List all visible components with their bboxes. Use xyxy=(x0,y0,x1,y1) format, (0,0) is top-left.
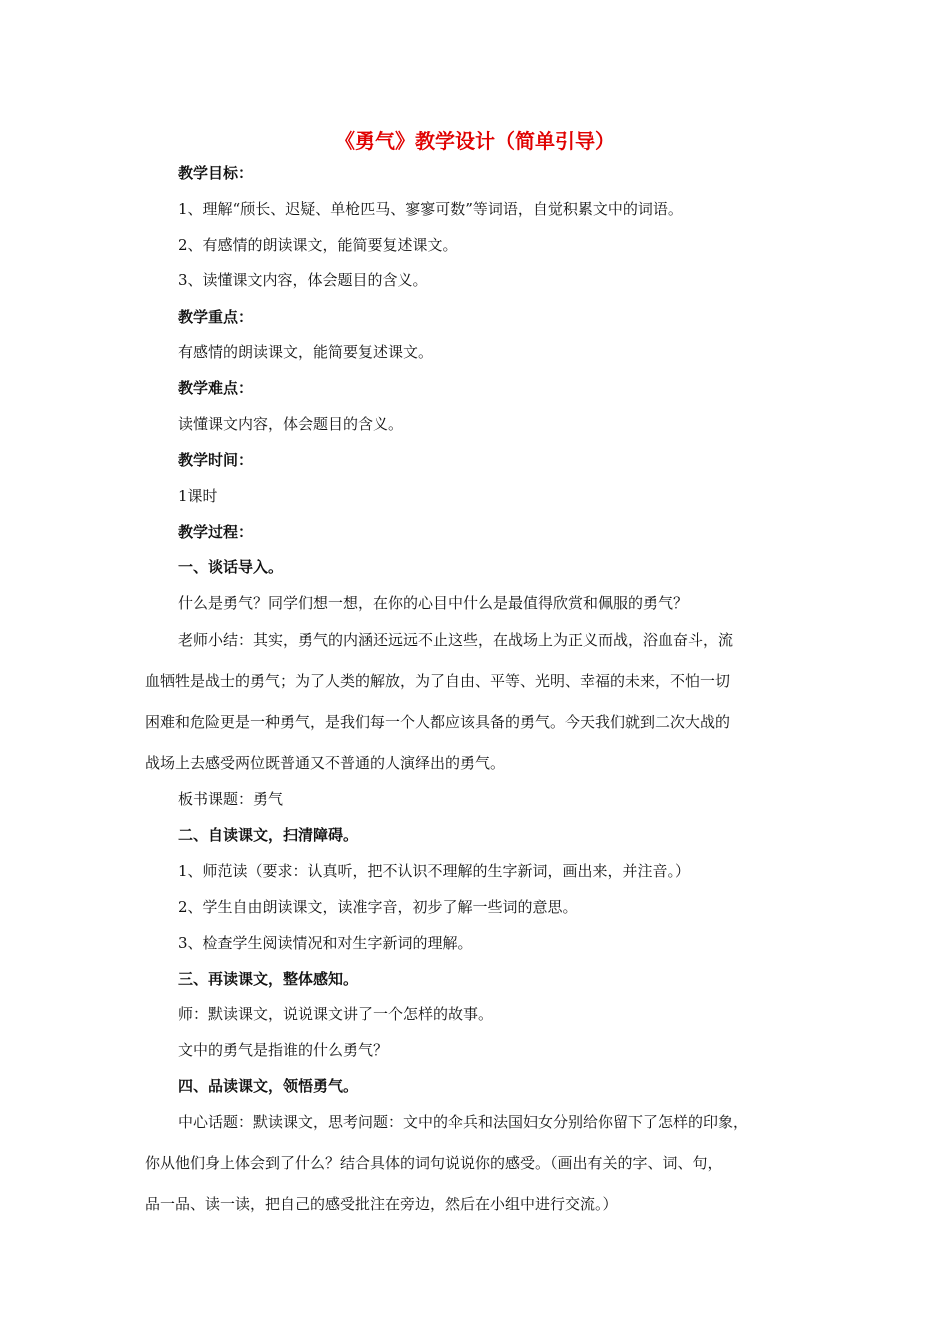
list-item: 1、师范读（要求：认真听，把不认识不理解的生字新词，画出来，并注音。） xyxy=(178,862,691,880)
section-heading: 一、谈话导入。 xyxy=(178,558,284,576)
paragraph-line: 老师小结：其实，勇气的内涵还远远不止这些，在战场上为正义而战，浴血奋斗，流 xyxy=(178,631,734,649)
section-heading: 三、再读课文，整体感知。 xyxy=(178,970,359,988)
objective-item: 2、有感情的朗读课文，能简要复述课文。 xyxy=(178,236,458,254)
paragraph-line: 什么是勇气？同学们想一想，在你的心目中什么是最值得欣赏和佩服的勇气？ xyxy=(178,594,689,612)
objective-item: 3、读懂课文内容，体会题目的含义。 xyxy=(178,271,428,289)
difficulty-text: 读懂课文内容，体会题目的含义。 xyxy=(178,415,404,433)
objectives-heading: 教学目标： xyxy=(178,164,254,182)
key-text: 有感情的朗读课文，能简要复述课文。 xyxy=(178,343,434,361)
paragraph-line: 困难和危险更是一种勇气，是我们每一个人都应该具备的勇气。今天我们就到二次大战的 xyxy=(145,713,731,731)
paragraph-line: 你从他们身上体会到了什么？结合具体的词句说说你的感受。（画出有关的字、词、句， xyxy=(145,1154,723,1172)
paragraph-line: 师：默读课文，说说课文讲了一个怎样的故事。 xyxy=(178,1005,494,1023)
difficulty-heading: 教学难点： xyxy=(178,379,254,397)
document-title: 《勇气》教学设计（简单引导） xyxy=(335,129,615,153)
paragraph-line: 品一品、读一读，把自己的感受批注在旁边，然后在小组中进行交流。） xyxy=(145,1195,618,1213)
process-heading: 教学过程： xyxy=(178,523,254,541)
list-item: 3、检查学生阅读情况和对生字新词的理解。 xyxy=(178,934,473,952)
time-text: 1课时 xyxy=(178,487,218,505)
list-item: 2、学生自由朗读课文，读准字音，初步了解一些词的意思。 xyxy=(178,898,578,916)
time-heading: 教学时间： xyxy=(178,451,254,469)
section-heading: 二、自读课文，扫清障碍。 xyxy=(178,826,359,844)
key-heading: 教学重点： xyxy=(178,308,254,326)
objective-item: 1、理解“颀长、迟疑、单枪匹马、寥寥可数”等词语，自觉积累文中的词语。 xyxy=(178,200,683,218)
paragraph-line: 中心话题：默读课文，思考问题：文中的伞兵和法国妇女分别给你留下了怎样的印象， xyxy=(178,1113,749,1131)
board-title: 板书课题：勇气 xyxy=(178,790,284,808)
paragraph-line: 文中的勇气是指谁的什么勇气？ xyxy=(178,1041,389,1059)
paragraph-line: 战场上去感受两位既普通又不普通的人演绎出的勇气。 xyxy=(145,754,506,772)
paragraph-line: 血牺牲是战士的勇气；为了人类的解放，为了自由、平等、光明、幸福的未来，不怕一切 xyxy=(145,672,731,690)
section-heading: 四、品读课文，领悟勇气。 xyxy=(178,1077,359,1095)
